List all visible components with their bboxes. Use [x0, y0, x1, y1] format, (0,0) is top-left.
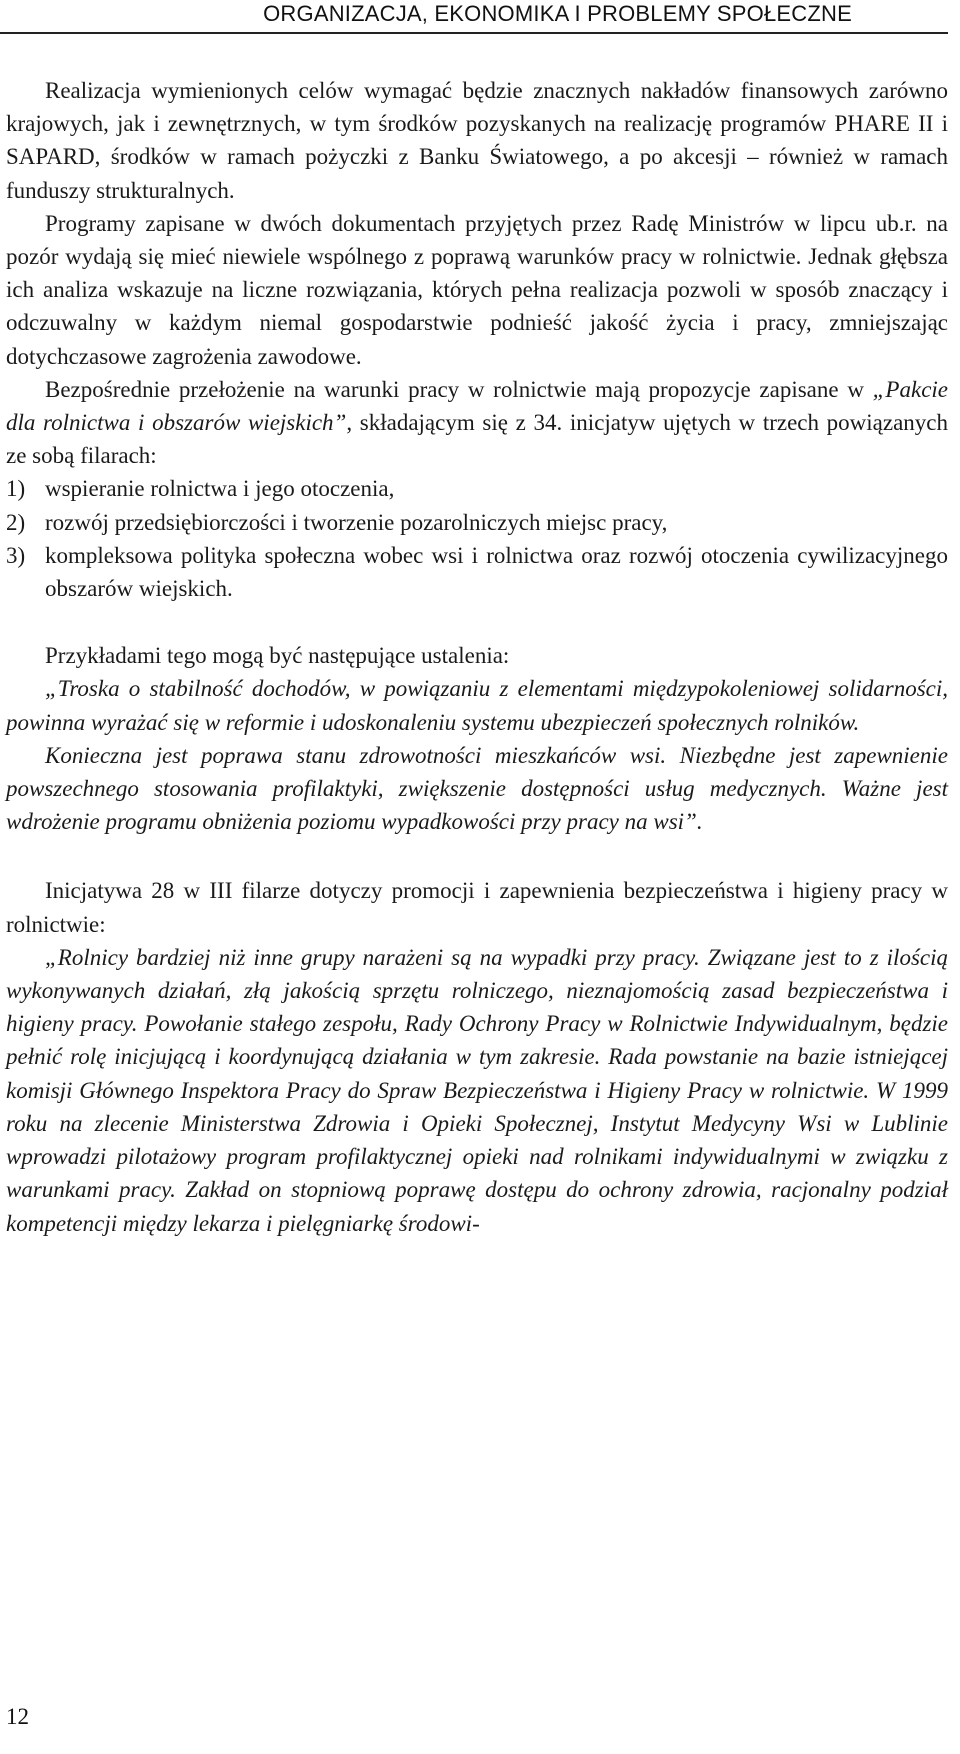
page-number: 12	[6, 1704, 29, 1729]
paragraph-funding: Realizacja wymienionych celów wymagać będzie znacznych nakładów finansowych zarówno krajowych, jak i zewnętrznych, w tym środków pozyskanych na realizację programów PHARE II i SAPARD, środków w ramach pożyczki z Banku Światowego, a po akcesji – również w ramach funduszy strukturalnych.	[6, 78, 948, 203]
list-item	[6, 472, 948, 505]
quote-health-condition: Konieczna jest poprawa stanu zdrowotności mieszkańców wsi. Niezbędne jest zapewnienie powszechnego stosowania profilaktyki, zwiększenie dostępności usług medycznych. Ważne jest wdrożenie programu obniżenia poziomu wypadkowości przy pracy na wsi”.	[6, 742, 948, 835]
list-item	[6, 506, 948, 539]
paragraph-examples-intro: Przykładami tego mogą być następujące ustalenia:	[45, 643, 510, 669]
paragraph-initiative-28: Inicjatywa 28 w III filarze dotyczy promocji i zapewnienia bezpieczeństwa i higieny pracy w rolnictwie:	[6, 878, 948, 937]
list-item-number: 3)	[6, 542, 26, 568]
list-item-text: rozwój przedsiębiorczości i tworzenie pozarolniczych miejsc pracy,	[45, 509, 668, 535]
pact-continuation-text: , składającym się z 34. inicjatyw ujętych w trzech powiązanych ze sobą filarach:	[6, 410, 949, 469]
pillars-list	[6, 472, 948, 605]
section-title: ORGANIZACJA, EKONOMIKA I PROBLEMY SPOŁECZNE	[263, 1, 852, 26]
list-item-number: 1)	[6, 476, 26, 502]
running-header	[0, 0, 948, 34]
paragraph-programs: Programy zapisane w dwóch dokumentach przyjętych przez Radę Ministrów w lipcu ub.r. na pozór wydają się mieć niewiele wspólnego z poprawą warunków pracy w rolnictwie. Jednak głębsza ich analiza wskazuje na liczne rozwiązania, których pełna realizacja pozwoli w sposób znaczący i odczuwalny w każdym niemal gospodarstwie podnieść jakość życia i pracy, zmniejszając dotychczasowe zagrożenia zawodowe.	[6, 210, 948, 369]
list-item-text: kompleksowa polityka społeczna wobec wsi i rolnictwa oraz rozwój otoczenia cywilizacyjnego obszarów wiejskich.	[45, 542, 948, 602]
pact-intro-text: Bezpośrednie przełożenie na warunki pracy w rolnictwie mają propozycje zapisane w	[45, 376, 873, 402]
list-item-number: 2)	[6, 509, 26, 535]
paragraph-pact	[6, 373, 948, 473]
quote-income-stability: „Troska o stabilność dochodów, w powiązaniu z elementami międzypokoleniowej solidarności, powinna wyrażać się w reformie i udoskonaleniu systemu ubezpieczeń społecznych rolników.	[6, 676, 948, 735]
pact-title: „Pakcie dla rolnictwa i obszarów wiejskich”	[6, 376, 948, 436]
list-item-text: wspieranie rolnictwa i jego otoczenia,	[45, 476, 395, 502]
article-body	[6, 74, 948, 1240]
quote-farmers-accidents: „Rolnicy bardziej niż inne grupy narażeni są na wypadki przy pracy. Związane jest to z ilością wykonywanych działań, złą jakością sprzętu rolniczego, nieznajomością zasad bezpieczeństwa i higieny pracy. Powołanie stałego zespołu, Rady Ochrony Pracy w Rolnictwie Indywidualnym, będzie pełnić rolę inicjującą i koordynującą działania w tym zakresie. Rada powstanie na bazie istniejącej komisji Głównego Inspektora Pracy do Spraw Bezpieczeństwa i Higieny Pracy w rolnictwie. W 1999 roku na zlecenie Ministerstwa Zdrowia i Opieki Społecznej, Instytut Medycyny Wsi w Lublinie wprowadzi pilotażowy program profilaktycznej opieki nad rolnikami indywidualnymi w związku z warunkami pracy. Zakład on stopniową poprawę dostępu do ochrony zdrowia, racjonalny podział kompetencji między lekarza i pielęgniarkę środowi-	[6, 944, 948, 1236]
list-item	[6, 539, 948, 605]
